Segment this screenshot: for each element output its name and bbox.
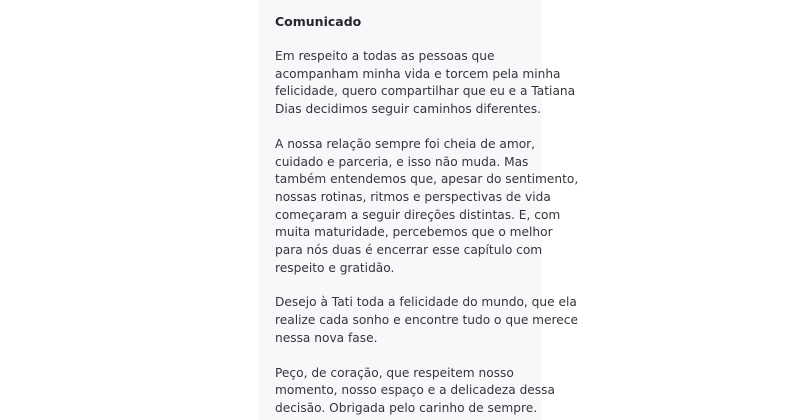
paragraph-line: Em respeito a todas as pessoas que — [275, 49, 495, 63]
statement-card — [258, 0, 579, 420]
paragraph-line: nossas rotinas, ritmos e perspectivas de vida — [275, 189, 551, 204]
paragraph-line: A nossa relação sempre foi cheia de amor, — [275, 136, 536, 151]
paragraph-line: cuidado e parceria, e isso não muda. Mas — [275, 154, 529, 169]
paragraph-line: felicidade, quero compartilhar que eu e a Tatiana — [275, 84, 576, 99]
paragraph-line: para nós duas é encerrar esse capítulo com — [275, 243, 543, 258]
paragraph-2 — [275, 136, 579, 278]
statement-title: Comunicado — [275, 14, 362, 29]
paragraph-line: muita maturidade, percebemos que o melhor — [275, 225, 553, 240]
paragraph-line: começaram a seguir direções distintas. E, com — [275, 207, 561, 222]
paragraph-line: momento, nosso espaço e a delicadeza dessa — [275, 383, 555, 398]
paragraph-line: também entendemos que, apesar do sentimento, — [275, 172, 579, 187]
paragraph-line: respeito e gratidão. — [275, 260, 395, 275]
paragraph-4 — [275, 365, 555, 418]
paragraph-line: decisão. Obrigada pelo carinho de sempre. — [275, 400, 538, 415]
paragraph-line: nessa nova fase. — [275, 330, 378, 345]
paragraph-1 — [275, 48, 576, 119]
paragraph-line: Peço, de coração, que respeitem nosso — [275, 365, 514, 380]
paragraph-line: Dias decidimos seguir caminhos diferentes. — [275, 102, 541, 117]
paragraph-3 — [275, 294, 578, 347]
paragraph-line: realize cada sonho e encontre tudo o que merece — [275, 313, 578, 328]
paragraph-line: acompanham minha vida e torcem pela minha — [275, 66, 561, 81]
paragraph-line: Desejo à Tati toda a felicidade do mundo, que ela — [275, 295, 577, 310]
